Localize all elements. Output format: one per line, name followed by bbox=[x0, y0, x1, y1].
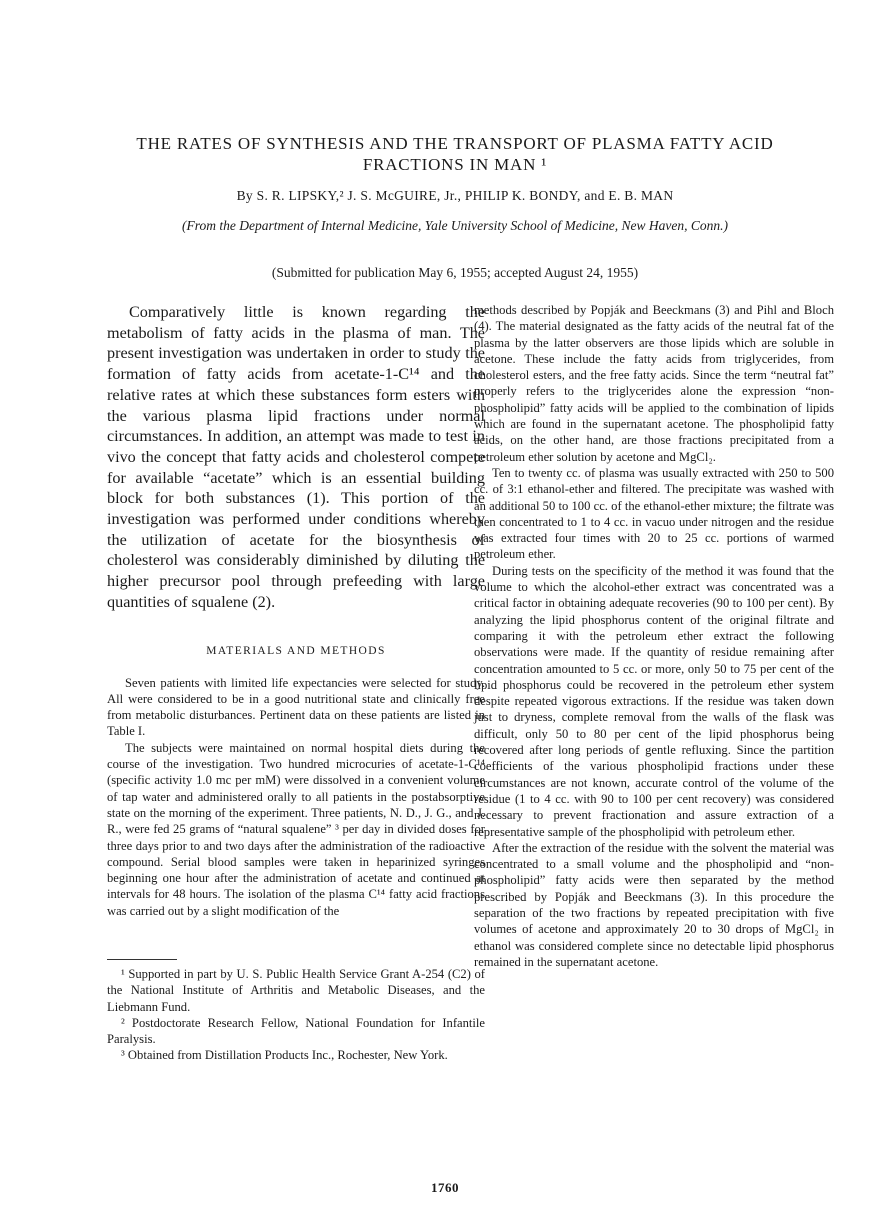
footnote-2: ² Postdoctorate Research Fellow, National Foundation for Infantile Paralysis. bbox=[107, 1015, 485, 1047]
methods-paragraph-2: The subjects were maintained on normal hospital diets during the course of the investigation. Two hundred microcuries of acetate-1-C¹⁴ (specific activity 1.0 mc per mM) were dissolved in a convenient volume of tap water and administered orally to all patients in the postabsorptive state on the morning of the experiment. Three patients, N. D., J. G., and J. R., were fed 25 grams of “natural squalene” ³ per day in divided doses for three days prior to and two days after the administration of the radioactive compound. Serial blood samples were taken in heparinized syringes beginning one hour after the administration of acetate and continued at intervals for 48 hours. The isolation of the plasma C¹⁴ fatty acid fractions was carried out by a slight modification of the bbox=[107, 740, 485, 918]
author-line: By S. R. LIPSKY,² J. S. McGUIRE, Jr., PHILIP K. BONDY, and E. B. MAN bbox=[236, 188, 674, 203]
intro-paragraph: Comparatively little is known regarding the metabolism of fatty acids in the plasma of man. The present investigation was undertaken in order to study the formation of fatty acids from acetate-1-C¹⁴ and the relative rates at which these substances form esters with the various plasma lipid fractions under normal circumstances. In addition, an attempt was made to test in vivo the concept that fatty acids and cholesterol compete for available “acetate” which is an essential building block for both substances (1). This portion of the investigation was performed under conditions whereby the utilization of acetate for the biosynthesis of cholesterol was considerably diminished by diluting the higher precursor pool through prefeeding with large quantities of squalene (2). bbox=[107, 303, 485, 611]
left-column bbox=[107, 302, 485, 1064]
right-column bbox=[474, 302, 834, 970]
methods-paragraph-5: During tests on the specificity of the method it was found that the volume to which the alcohol-ether extract was concentrated was a critical factor in obtaining adequate recoveries (90 to 100 per cent). By analyzing the lipid phosphorus content of the original filtrate and comparing it with the petroleum ether extract the following observations were made. If the quantity of residue remaining after concentration amounted to 5 cc. or more, only 50 to 75 per cent of the lipid phosphorus could be recovered in the petroleum ether system despite repeated vigorous extractions. If the residue was taken down just to dryness, complete removal from the walls of the flask was difficult, only 50 to 80 per cent of the lipid phosphorus being recovered after long periods of gentle refluxing. Since the partition coefficients of the various phospholipid fractions under these circumstances are not known, accurate control of the volume of the residue (1 to 4 cc. with 90 to 100 per cent recovery) was considered necessary to prevent fractionation and assure extraction of a representative sample of the phospholipid with petroleum ether. bbox=[474, 563, 834, 839]
footnote-3: ³ Obtained from Distillation Products Inc., Rochester, New York. bbox=[121, 1048, 448, 1063]
submission-date: (Submitted for publication May 6, 1955; accepted August 24, 1955) bbox=[271, 265, 639, 280]
affiliation: (From the Department of Internal Medicine, Yale University School of Medicine, New Haven, Conn.) bbox=[181, 218, 728, 233]
page-number: 1760 bbox=[431, 1180, 459, 1195]
footnote-1: ¹ Supported in part by U. S. Public Health Service Grant A-254 (C2) of the National Institute of Arthritis and Metabolic Diseases, and the Liebmann Fund. bbox=[107, 967, 485, 1014]
footnote-divider bbox=[107, 959, 177, 960]
methods-paragraph-1: Seven patients with limited life expectancies were selected for study. All were considered to be in a good nutritional state and clinically free from metabolic disturbances. Pertinent data on these patients are listed in Table I. bbox=[107, 675, 485, 739]
methods-paragraph-3: methods described by Popják and Beeckmans (3) and Pihl and Bloch (4). The material designated as the fatty acids of the neutral fat of the plasma by the latter observers are those lipids which are soluble in acetone. These include the fatty acids from triglycerides, from cholesterol esters, and the free fatty acids. Since the term “neutral fat” properly refers to the triglycerides alone the expression “non-phospholipid” fatty acids will be applied to the combination of lipids which are found in the supernatant acetone. The phospholipid fatty acids, on the other hand, are those fractions precipitated from a petroleum ether solution by acetone and MgCl₂. bbox=[474, 303, 834, 464]
article-title: THE RATES OF SYNTHESIS AND THE TRANSPORT OF PLASMA FATTY ACID FRACTIONS IN MAN ¹ bbox=[136, 134, 774, 174]
methods-paragraph-4: Ten to twenty cc. of plasma was usually extracted with 250 to 500 cc. of 3:1 ethanol-ether and filtered. The precipitate was washed with an additional 50 to 100 cc. of the ethanol-ether mixture; the filtrate was then concentrated to 1 to 4 cc. in vacuo under nitrogen and the residue was extracted four times with 20 to 25 cc. portions of warmed petroleum ether. bbox=[474, 465, 834, 562]
section-heading: MATERIALS AND METHODS bbox=[206, 644, 386, 657]
methods-paragraph-6: After the extraction of the residue with the solvent the material was concentrated to a small volume and the phospholipid and “non-phospholipid” fatty acids were then separated by the method prescribed by Popják and Beeckmans (3). In this procedure the separation of the two fractions by repeated precipitation with five volumes of acetone and approximately 20 to 30 drops of MgCl₂ in ethanol was considered complete since no detectable lipid phosphorus remained in the supernatant acetone. bbox=[474, 840, 834, 969]
